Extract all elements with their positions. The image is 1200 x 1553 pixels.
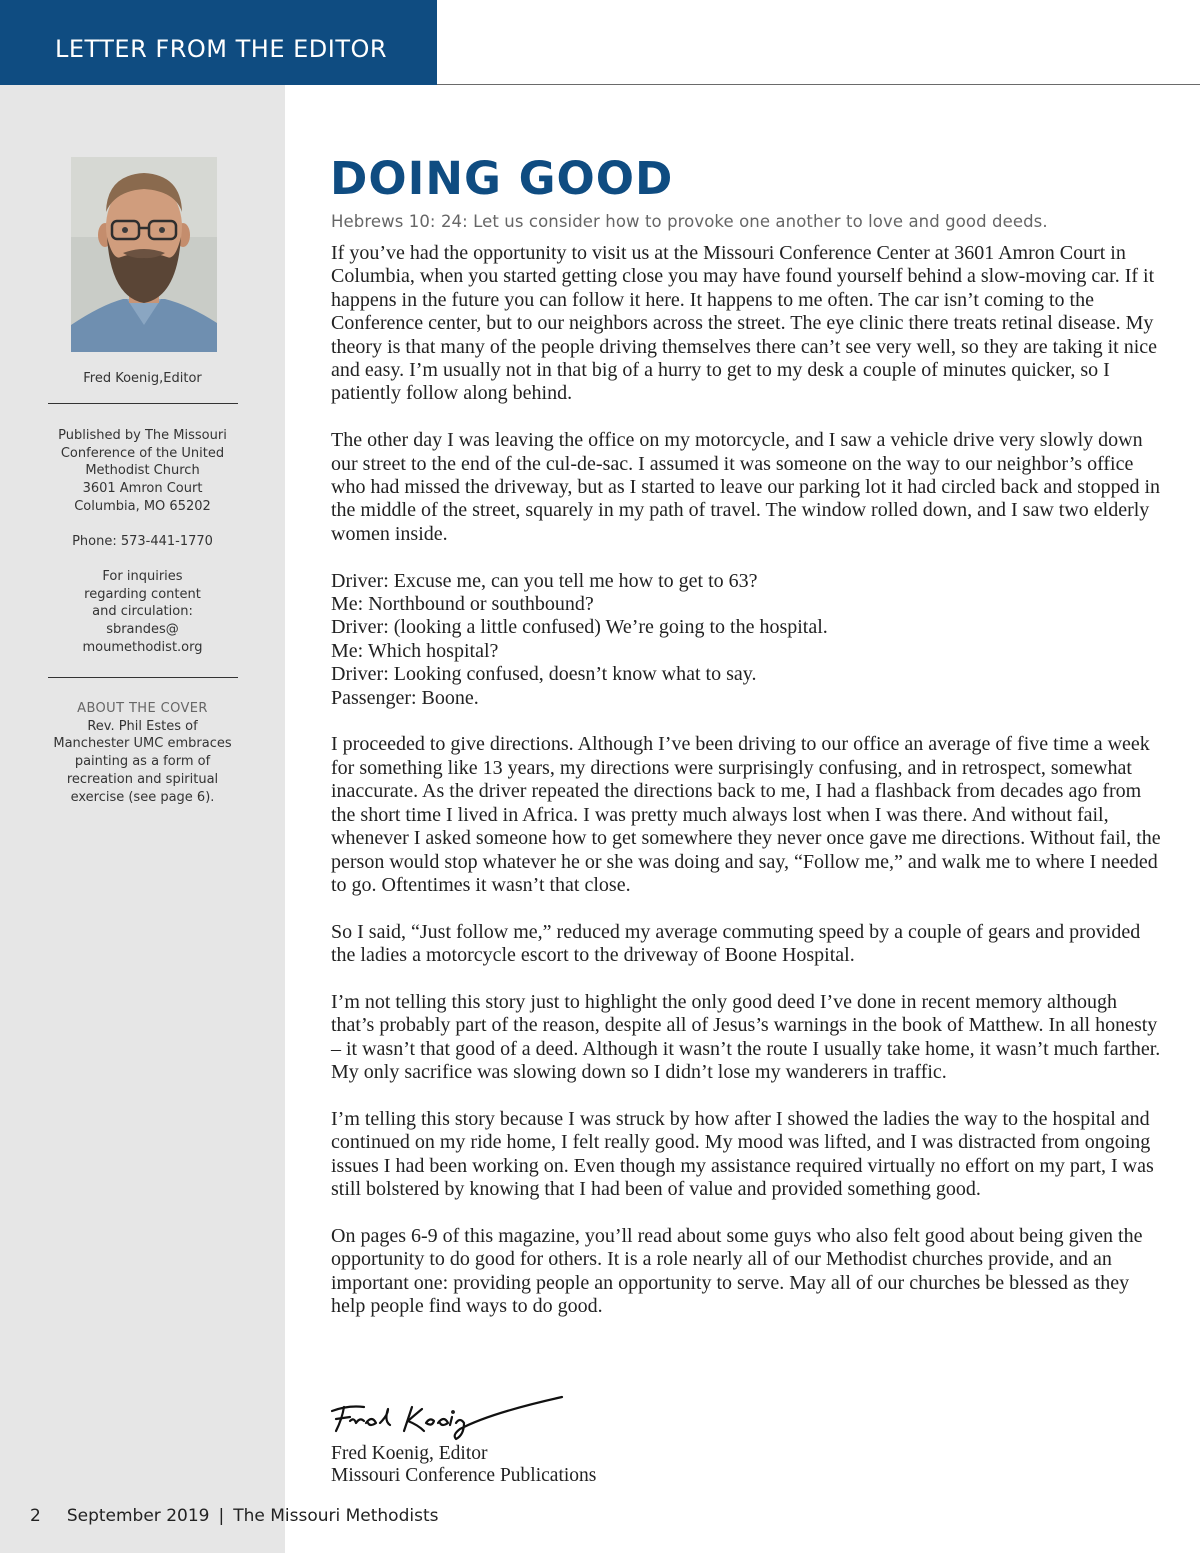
publisher-info <box>0 427 285 516</box>
body-paragraph: I’m not telling this story just to highlight the only good deed I’ve done in recent memory although that’s probably part of the reason, despite all of Jesus’s warnings in the book of Matthew. In all honesty – it wasn’t that good of a deed. Although it wasn’t the route I usually take home, it wasn’t much farther. My only sacrifice was slowing down so I didn’t lose my wanderers in traffic. <box>331 990 1161 1084</box>
page-number: 2 <box>30 1506 41 1526</box>
inquiries-email: sbrandes@ <box>106 622 179 638</box>
dialogue-line: Me: Northbound or southbound? <box>331 593 594 616</box>
issue-date: September 2019 <box>66 1506 210 1526</box>
page-footer <box>30 1506 438 1526</box>
inquiries-line: For inquiries <box>102 569 183 584</box>
sidebar-divider <box>48 403 238 404</box>
publisher-line: Columbia, MO 65202 <box>74 498 211 514</box>
inquiries-email: moumethodist.org <box>82 639 203 655</box>
phone-number: Phone: 573-441-1770 <box>72 534 213 549</box>
publisher-line: Conference of the United <box>60 445 225 461</box>
article-title: DOING GOOD <box>330 152 674 205</box>
sign-off <box>331 1443 596 1486</box>
about-cover-line: painting as a form of <box>74 754 211 770</box>
body-paragraph: I’m telling this story because I was struck by how after I showed the ladies the way to the hospital and continued on my ride home, I felt really good. My mood was lifted, and I was distracted from ongoing issues I had been working on. Even though my assistance required virtually no effort on my part, I was still bolstered by knowing that I had been of value and provided something good. <box>331 1107 1154 1201</box>
body-paragraph: So I said, “Just follow me,” reduced my average commuting speed by a couple of gears and provided the ladies a motorcycle escort to the driveway of Boone Hospital. <box>331 920 1141 967</box>
dialogue-line: Me: Which hospital? <box>331 639 499 662</box>
publisher-line: Published by The Missouri <box>58 428 227 443</box>
about-cover-line: exercise (see page 6). <box>70 789 215 805</box>
photo-caption: Fred Koenig,Editor <box>83 371 202 386</box>
footer-separator: | <box>218 1506 225 1526</box>
body-paragraph: On pages 6-9 of this magazine, you’ll read about some guys who also felt good about being given the opportunity to do good for others. It is a role nearly all of our Methodist churches provide, and an important one: providing people an opportunity to serve. May all of our churches be blessed as they help people find ways to do good. <box>331 1224 1143 1318</box>
dialogue-line: Driver: Looking confused, doesn’t know what to say. <box>331 663 757 686</box>
sign-name: Fred Koenig, Editor <box>331 1443 488 1464</box>
dialogue-line: Driver: Excuse me, can you tell me how to get to 63? <box>331 569 758 592</box>
body-paragraph: The other day I was leaving the office on my motorcycle, and I saw a vehicle drive very slowly down our street to the end of the cul-de-sac. I assumed it was someone on the way to our neighbor’s office who had missed the driveway, but as I started to leave our parking lot it had circled back and stopped in the middle of the street, squarely in my path of travel. The window rolled down, and I saw two elderly women inside. <box>331 429 1161 545</box>
body-paragraph: If you’ve had the opportunity to visit us at the Missouri Conference Center at 3601 Amron Court in Columbia, when you started getting close you may have found yourself behind a slow-moving car. If it happens in the future you can follow it here. It happens to me often. The car isn’t coming to the Conference center, but to our neighbors across the street. The eye clinic there treats retinal disease. My theory is that many of the people driving themselves there can’t see very well, so they are taking it nice and easy. I’m usually not in that big of a hurry to get to my desk a couple of minutes quicker, so I patiently follow along behind. <box>331 242 1158 405</box>
sidebar-divider <box>48 677 238 678</box>
inquiries-line: regarding content <box>84 586 201 602</box>
section-header <box>0 0 437 85</box>
section-label: LETTER FROM THE EDITOR <box>55 35 388 63</box>
handwritten-signature <box>330 1395 570 1445</box>
publisher-line: 3601 Amron Court <box>82 481 203 497</box>
dialogue-line: Passenger: Boone. <box>331 686 479 709</box>
publisher-line: Methodist Church <box>85 463 200 479</box>
about-cover-label: ABOUT THE COVER <box>77 701 208 716</box>
about-cover-line: recreation and spiritual <box>66 771 219 787</box>
about-cover <box>0 700 285 806</box>
editor-photo <box>71 157 217 352</box>
publication-name: The Missouri Methodists <box>233 1506 439 1526</box>
article-subtitle: Hebrews 10: 24: Let us consider how to provoke one another to love and good deeds. <box>331 212 1048 231</box>
about-cover-line: Manchester UMC embraces <box>53 736 232 752</box>
inquiries-line: and circulation: <box>92 604 193 620</box>
dialogue-line: Driver: (looking a little confused) We’re going to the hospital. <box>331 616 828 639</box>
inquiries-info <box>0 568 285 657</box>
sign-org: Missouri Conference Publications <box>331 1464 597 1486</box>
about-cover-line: Rev. Phil Estes of <box>87 718 198 734</box>
body-paragraph: I proceeded to give directions. Although I’ve been driving to our office an average of five time a week for something like 13 years, my directions were surprisingly confusing, and in retrospect, somewhat inaccurate. As the driver repeated the directions back to me, I had a flashback from decades ago from the short time I lived in Africa. I was pretty much always lost when I was there. And without fail, whenever I asked someone how to get somewhere they never once gave me directions. Without fail, the person would stop whatever he or she was doing and say, “Follow me,” and walk me to where I needed to go. Oftentimes it wasn’t that close. <box>331 733 1161 896</box>
article-body <box>331 242 1161 1342</box>
header-divider <box>437 84 1200 85</box>
